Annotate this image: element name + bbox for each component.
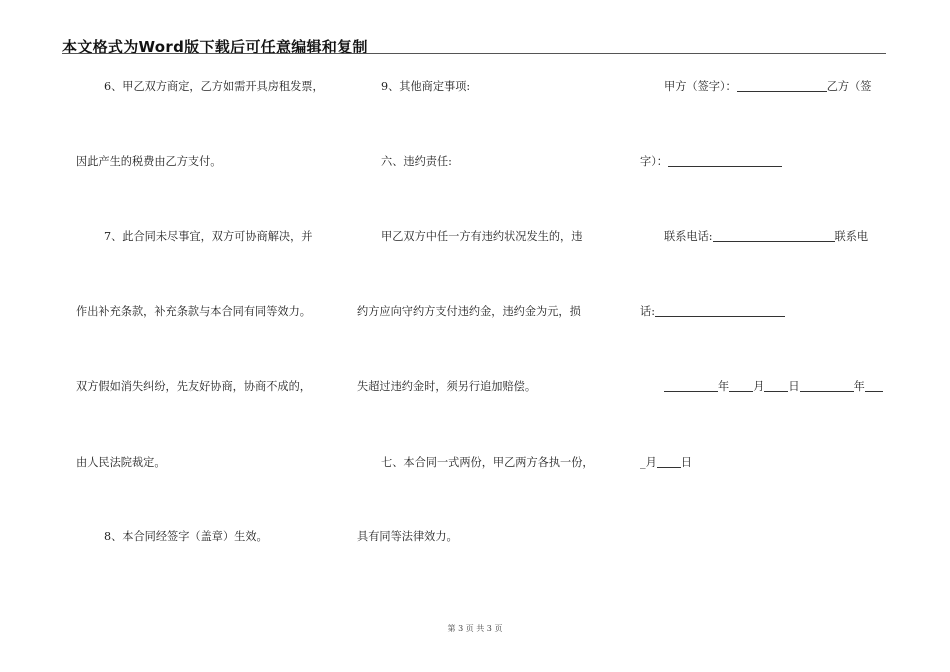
middle-line-5: 失超过违约金时，须另行追加赔偿。 [357, 380, 537, 393]
page-number-footer: 第 3 页 共 3 页 [447, 624, 503, 633]
left-line-3: 7、此合同未尽事宜，双方可协商解决，并 [104, 230, 313, 243]
party-b-signature-label: 乙方（签 [826, 80, 872, 93]
left-line-2: 因此产生的税费由乙方支付。 [76, 155, 222, 168]
left-line-1: 6、甲乙双方商定，乙方如需开具房租发票， [104, 80, 324, 93]
date-day2-label: 日 [680, 456, 692, 469]
party-b-phone-blank [655, 305, 785, 317]
date-year2-label: 年 [853, 380, 865, 393]
left-line-5: 双方假如消失纠纷，先友好协商，协商不成的， [76, 380, 311, 393]
party-b-phone-label-cont: 话: [640, 305, 655, 318]
right-line-1 [664, 80, 871, 94]
date-day2-blank [657, 456, 681, 468]
party-a-signature-label: 甲方（签字）： [664, 80, 737, 93]
middle-line-7: 具有同等法律效力。 [357, 530, 458, 543]
party-b-signature-blank [668, 155, 782, 167]
date-month-label: 月 [753, 380, 765, 393]
party-a-signature-blank [737, 80, 827, 92]
date-year-label: 年 [718, 380, 730, 393]
header-divider [62, 53, 886, 54]
date-year2-blank [800, 380, 854, 392]
middle-line-1: 9、其他商定事项: [381, 80, 471, 93]
party-a-phone-blank [713, 230, 835, 242]
date-day-blank [764, 380, 788, 392]
left-line-4: 作出补充条款，补充条款与本合同有同等效力。 [76, 305, 311, 318]
date-year-blank [664, 380, 718, 392]
party-b-signature-label-cont: 字）： [640, 155, 668, 168]
date-tail-blank [865, 380, 883, 392]
date-day-label: 日 [788, 380, 800, 393]
right-line-5-dates [664, 380, 883, 394]
party-b-phone-label: 联系电 [834, 230, 869, 243]
middle-line-4: 约方应向守约方支付违约金，违约金为元，损 [357, 305, 581, 318]
middle-line-6: 七、本合同一式两份，甲乙两方各执一份， [381, 456, 594, 469]
middle-line-2: 六、违约责任: [381, 155, 452, 168]
middle-line-3: 甲乙双方中任一方有违约状况发生的，违 [381, 230, 583, 243]
right-line-4 [640, 305, 785, 319]
right-line-2 [640, 155, 782, 169]
date-month2-label: _月 [640, 456, 657, 469]
right-line-6-dates [640, 456, 692, 470]
left-line-7: 8、本合同经签字（盖章）生效。 [104, 530, 268, 543]
document-header-title: 本文格式为Word版下载后可任意编辑和复制 [62, 38, 368, 56]
date-month-blank [729, 380, 753, 392]
left-line-6: 由人民法院裁定。 [76, 456, 166, 469]
right-line-3 [664, 230, 868, 244]
party-a-phone-label: 联系电话: [664, 230, 713, 243]
